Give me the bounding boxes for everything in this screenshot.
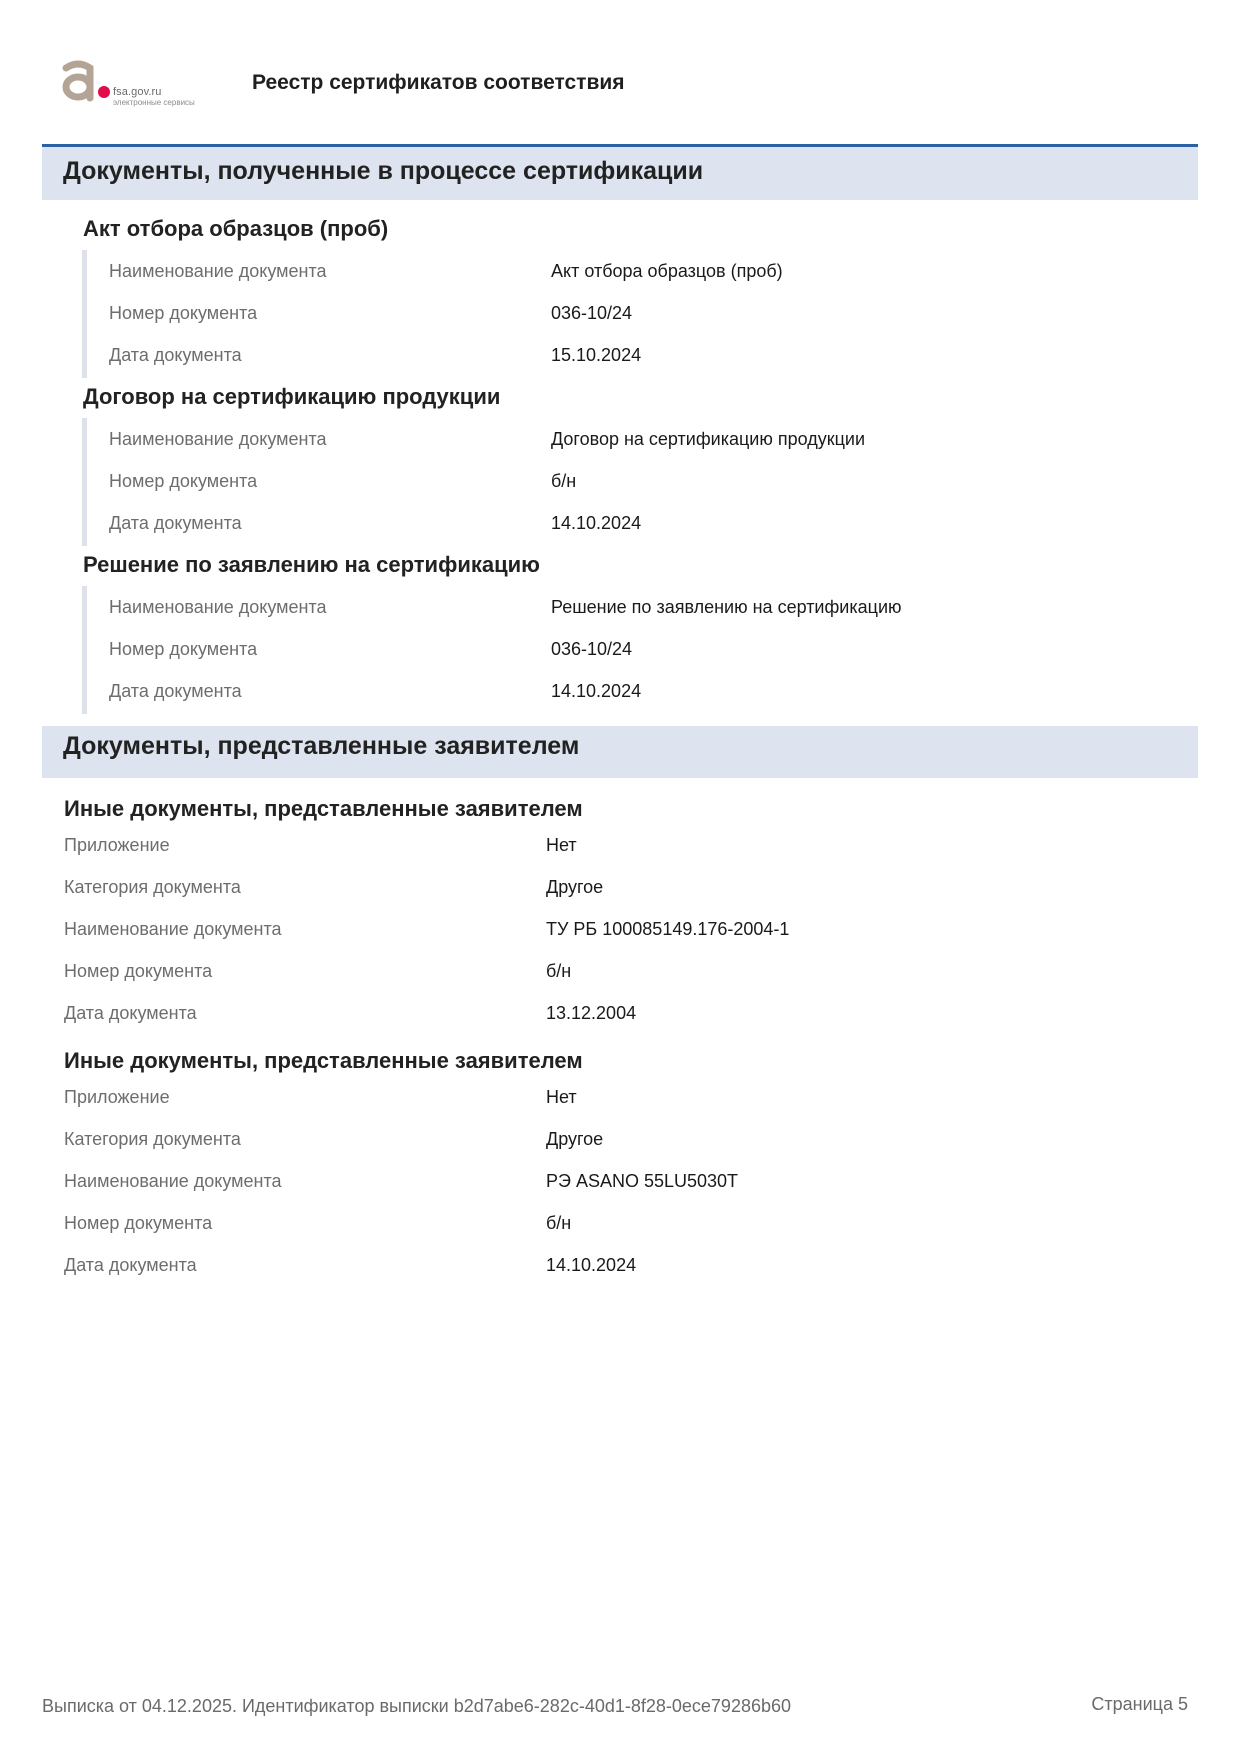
field-value: 036-10/24 (551, 639, 633, 659)
field-label: Дата документа (64, 1003, 197, 1023)
doc-group-other-docs-2 (64, 1076, 1164, 1286)
field-row (64, 1160, 1164, 1202)
page-title: Реестр сертификатов соответствия (252, 71, 625, 94)
field-row (87, 670, 1182, 712)
field-row (64, 1076, 1164, 1118)
field-value: 14.10.2024 (546, 1255, 637, 1275)
field-row (87, 586, 1182, 628)
group-title-other-docs-1: Иные документы, представленные заявителем (64, 796, 583, 821)
field-row (64, 908, 1164, 950)
field-label: Наименование документа (109, 261, 327, 281)
section-title-certification-docs: Документы, полученные в процессе сертификации (42, 144, 1198, 200)
field-value: Другое (546, 877, 604, 897)
field-value: Другое (546, 1129, 604, 1149)
field-label: Номер документа (109, 639, 258, 659)
field-label: Категория документа (64, 1129, 241, 1149)
field-label: Наименование документа (64, 1171, 282, 1191)
field-row (87, 418, 1182, 460)
field-row (87, 460, 1182, 502)
field-value: ТУ РБ 100085149.176-2004-1 (546, 919, 790, 939)
doc-group-sampling-act (82, 250, 1182, 378)
field-value: 13.12.2004 (546, 1003, 637, 1023)
field-label: Дата документа (64, 1255, 197, 1275)
field-row (64, 824, 1164, 866)
field-row (87, 502, 1182, 544)
field-label: Дата документа (109, 681, 242, 701)
field-row (87, 628, 1182, 670)
field-value: 15.10.2024 (551, 345, 642, 365)
fsa-logo-icon (60, 58, 112, 102)
group-title-application-decision: Решение по заявлению на сертификацию (83, 552, 540, 577)
doc-group-application-decision (82, 586, 1182, 714)
field-row (64, 1202, 1164, 1244)
field-label: Номер документа (109, 303, 258, 323)
field-value: 14.10.2024 (551, 681, 642, 701)
field-row (64, 992, 1164, 1034)
field-value: РЭ ASANO 55LU5030T (546, 1171, 739, 1191)
page-number: Страница 5 (1091, 1694, 1188, 1714)
doc-group-certification-contract (82, 418, 1182, 546)
field-value: Нет (546, 835, 577, 855)
field-label: Номер документа (109, 471, 258, 491)
field-value: 14.10.2024 (551, 513, 642, 533)
field-label: Номер документа (64, 961, 213, 981)
field-value: Акт отбора образцов (проб) (551, 261, 783, 281)
field-label: Приложение (64, 1087, 170, 1107)
field-value: б/н (546, 961, 572, 981)
field-row (87, 334, 1182, 376)
field-label: Номер документа (64, 1213, 213, 1233)
field-value: б/н (551, 471, 577, 491)
field-label: Дата документа (109, 345, 242, 365)
extract-info: Выписка от 04.12.2025. Идентификатор выписки b2d7abe6-282c-40d1-8f28-0ece79286b60 (42, 1696, 792, 1716)
doc-group-other-docs-1 (64, 824, 1164, 1034)
field-value: Решение по заявлению на сертификацию (551, 597, 902, 617)
field-label: Наименование документа (64, 919, 282, 939)
fsa-logo[interactable] (60, 58, 210, 114)
field-value: 036-10/24 (551, 303, 633, 323)
logo-subtext: электронные сервисы (113, 98, 195, 107)
field-row (87, 250, 1182, 292)
field-row (64, 866, 1164, 908)
logo-text: fsa.gov.ru (113, 86, 162, 98)
page-header (60, 58, 1180, 114)
group-title-other-docs-2: Иные документы, представленные заявителем (64, 1048, 583, 1073)
field-label: Приложение (64, 835, 170, 855)
field-value: Договор на сертификацию продукции (551, 429, 866, 449)
field-label: Наименование документа (109, 597, 327, 617)
group-title-sampling-act: Акт отбора образцов (проб) (83, 216, 389, 241)
field-row (87, 292, 1182, 334)
field-row (64, 1244, 1164, 1286)
field-label: Наименование документа (109, 429, 327, 449)
field-row (64, 950, 1164, 992)
field-row (64, 1118, 1164, 1160)
section-title-applicant-docs: Документы, представленные заявителем (42, 726, 1198, 778)
field-value: Нет (546, 1087, 577, 1107)
field-value: б/н (546, 1213, 572, 1233)
field-label: Дата документа (109, 513, 242, 533)
group-title-certification-contract: Договор на сертификацию продукции (83, 384, 501, 409)
field-label: Категория документа (64, 877, 241, 897)
